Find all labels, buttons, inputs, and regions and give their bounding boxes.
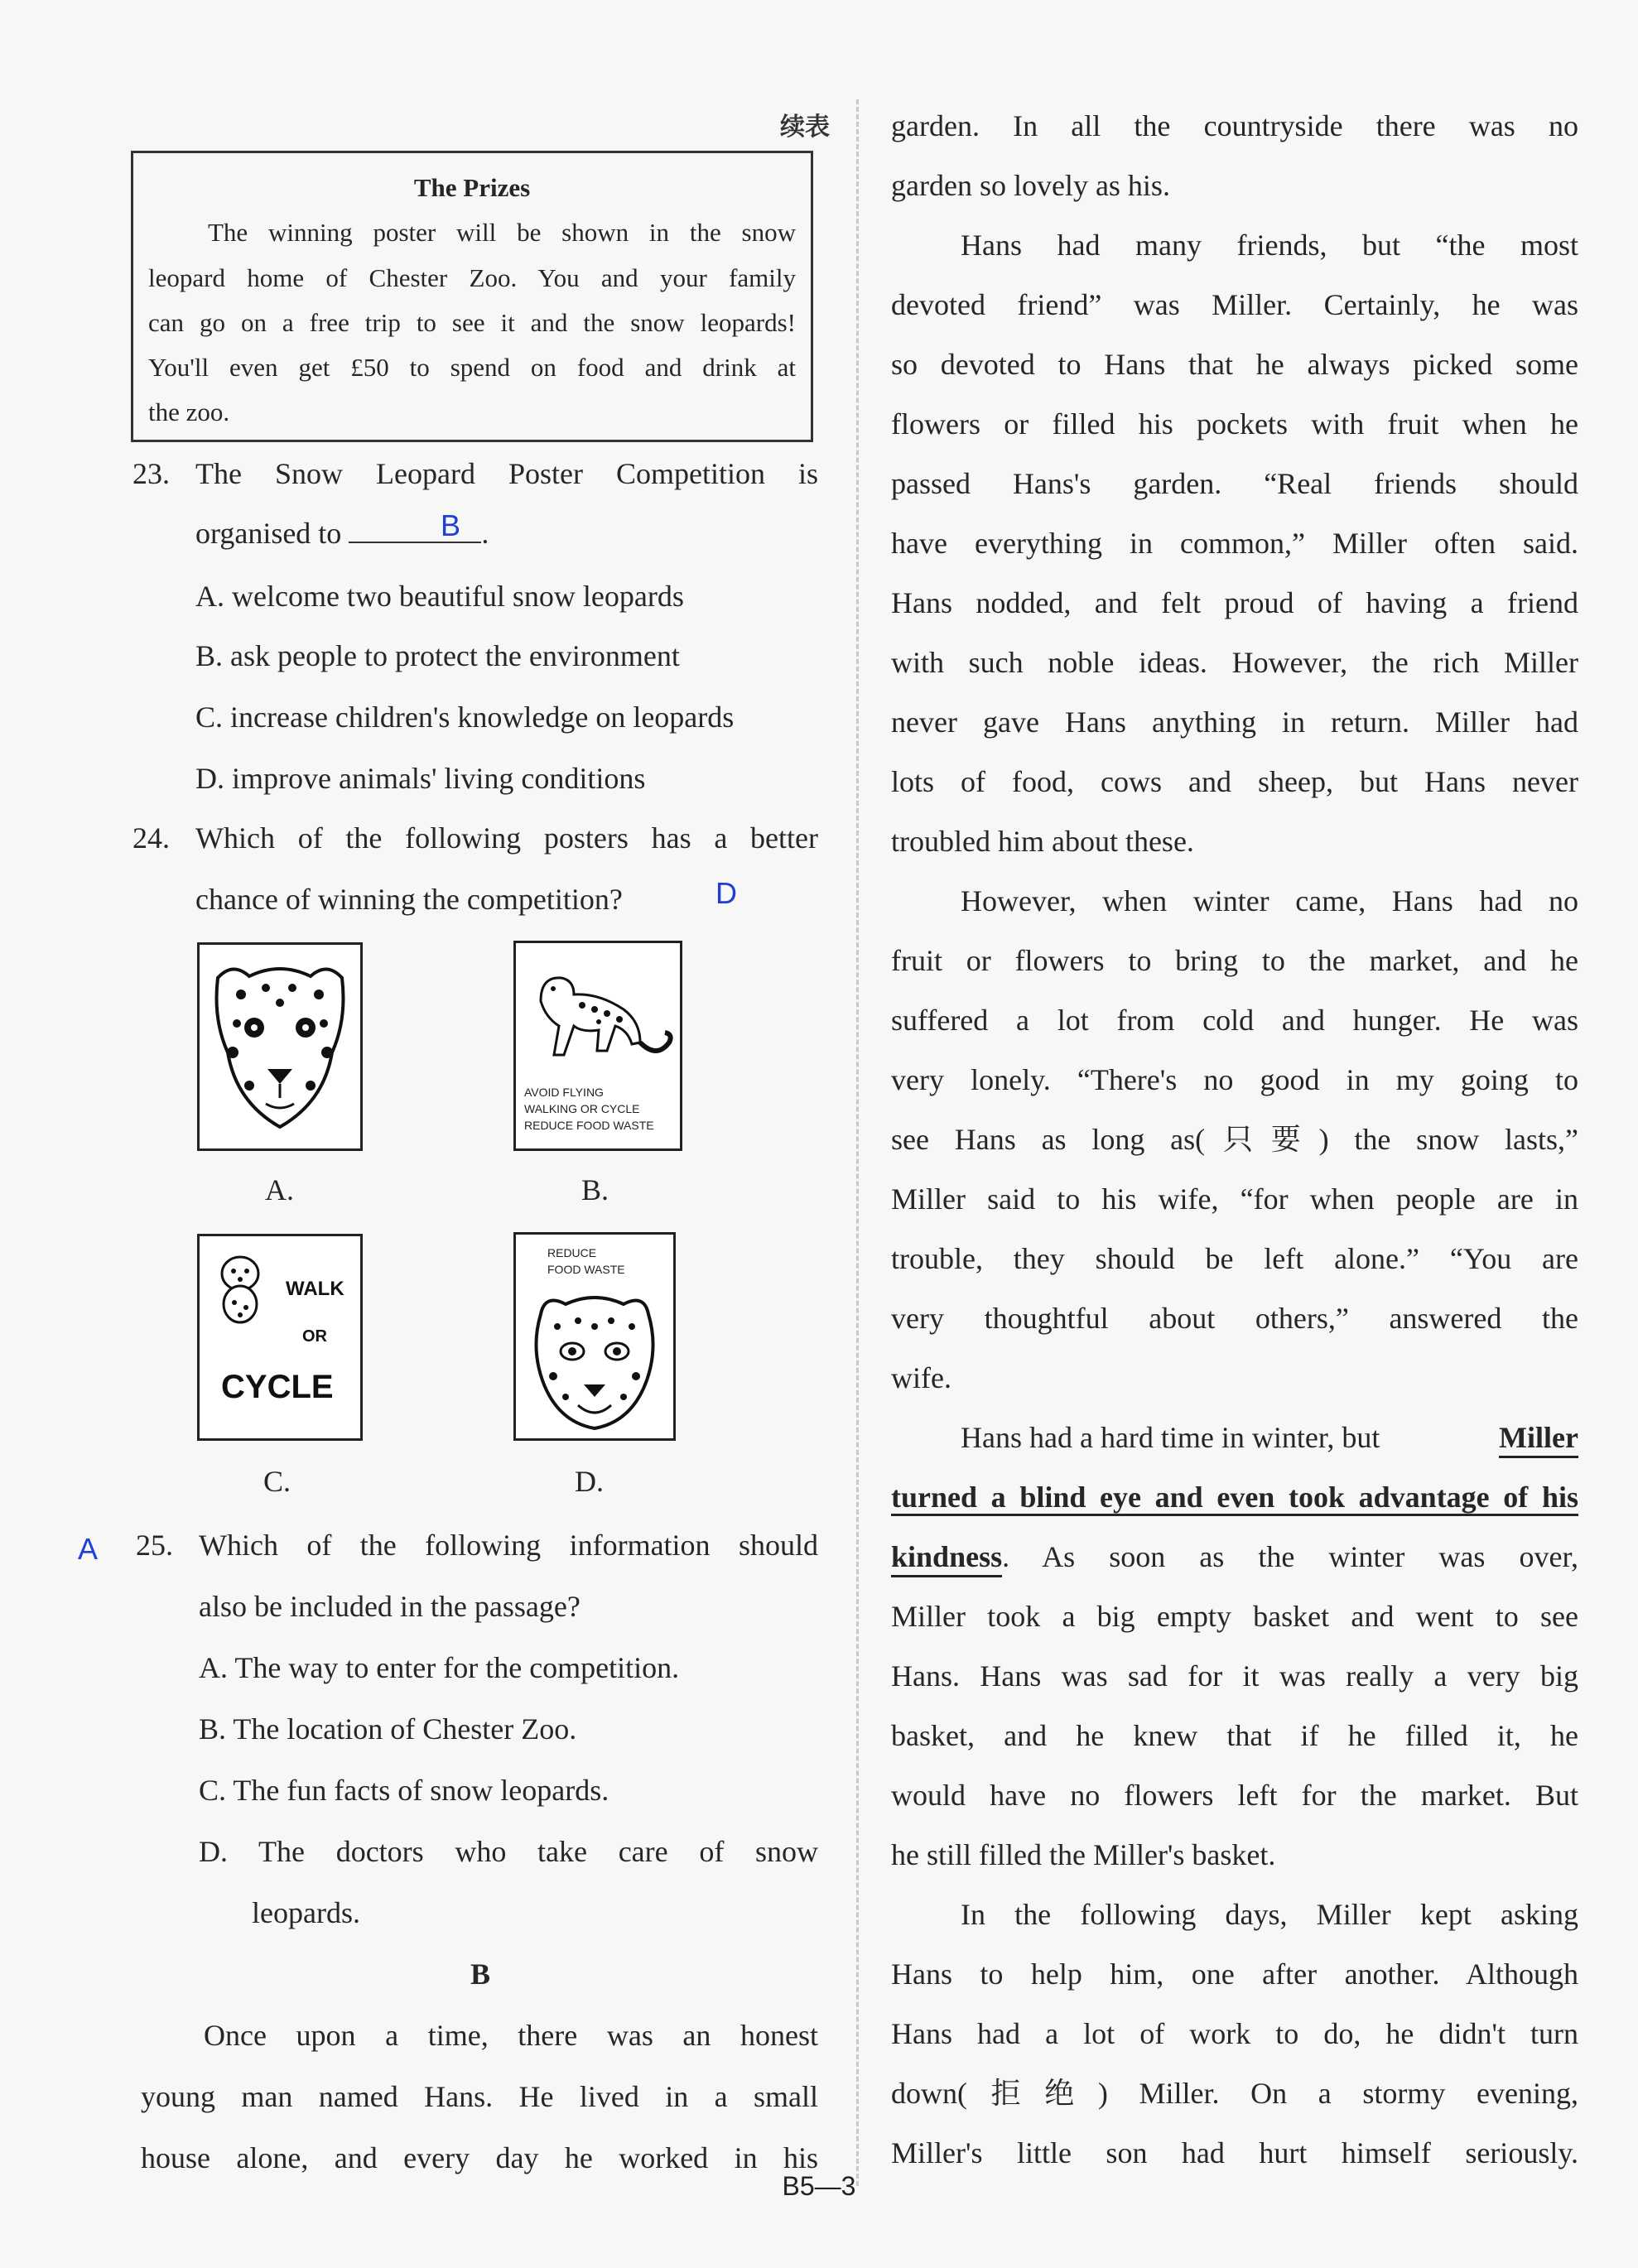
- q25-stem: Which of the following information should: [199, 1529, 818, 1562]
- passage-line: Hans had a lot of work to do, he didn't turn: [891, 2017, 1578, 2050]
- prizes-line: leopard home of Chester Zoo. You and your family: [148, 263, 796, 292]
- highlighted-phrase: turned a blind eye and even took advantage of his: [891, 1481, 1578, 1514]
- q25-number: 25.: [136, 1529, 173, 1562]
- q23-option-c: C. increase children's knowledge on leopards: [195, 701, 735, 734]
- q23-stem-before: organised to: [195, 517, 342, 550]
- poster-d-label: D.: [575, 1465, 604, 1498]
- poster-b-label: B.: [581, 1173, 609, 1206]
- passage-line: troubled him about these.: [891, 825, 1194, 858]
- passage-line: Miller's little son had hurt himself seriously.: [891, 2136, 1578, 2169]
- passage-line: Once upon a time, there was an honest: [204, 2019, 818, 2052]
- prizes-line: You'll even get £50 to spend on food and drink at: [148, 353, 796, 382]
- passage-line: with such noble ideas. However, the rich Miller: [891, 646, 1578, 679]
- poster-b-line: WALKING OR CYCLE: [524, 1102, 640, 1115]
- passage-line: fruit or flowers to bring to the market, and he: [891, 944, 1578, 977]
- q23-stem: The Snow Leopard Poster Competition is: [195, 457, 818, 490]
- poster-d-line: REDUCE: [547, 1246, 597, 1259]
- poster-b-line: REDUCE FOOD WASTE: [524, 1119, 654, 1132]
- passage-line: see Hans as long as(只要) the snow lasts,”: [891, 1123, 1578, 1156]
- passage-line: Hans to help him, one after another. Although: [891, 1957, 1578, 1991]
- passage-line: garden so lovely as his.: [891, 169, 1170, 202]
- highlight-tail: . As soon as the winter was over,: [1002, 1540, 1578, 1573]
- passage-line: Hans nodded, and felt proud of having a friend: [891, 586, 1578, 619]
- passage-line: young man named Hans. He lived in a small: [141, 2080, 818, 2113]
- page-number: B5—3: [782, 2171, 856, 2201]
- q24-answer: D: [715, 876, 737, 910]
- q25-option-a: A. The way to enter for the competition.: [199, 1651, 680, 1684]
- passage-line: lots of food, cows and sheep, but Hans never: [891, 765, 1578, 798]
- q25-stem-cont: also be included in the passage?: [199, 1590, 581, 1623]
- q23-stem-after: .: [481, 517, 489, 550]
- poster-c-walk: WALK: [286, 1278, 344, 1300]
- prizes-line: the zoo.: [148, 397, 230, 426]
- passage-line: In the following days, Miller kept asking: [961, 1898, 1578, 1931]
- continued-label: 续表: [780, 113, 830, 142]
- passage-line: passed Hans's garden. “Real friends should: [891, 467, 1578, 500]
- q23-option-b: B. ask people to protect the environment: [195, 639, 680, 672]
- poster-c-label: C.: [263, 1465, 291, 1498]
- q23-option-d: D. improve animals' living conditions: [195, 762, 646, 795]
- passage-line: devoted friend” was Miller. Certainly, he was: [891, 288, 1578, 321]
- q25-option-b: B. The location of Chester Zoo.: [199, 1712, 577, 1746]
- poster-a: [197, 942, 363, 1151]
- passage-line: so devoted to Hans that he always picked some: [891, 348, 1578, 381]
- highlight-line: [961, 1419, 1578, 1458]
- leopard-face-outline-icon: [516, 1281, 673, 1438]
- q24-stem-cont: chance of winning the competition?: [195, 883, 623, 916]
- highlight-line: [891, 1538, 1578, 1577]
- passage-line: flowers or filled his pockets with fruit when he: [891, 407, 1578, 441]
- passage-line: Hans. Hans was sad for it was really a very big: [891, 1659, 1578, 1693]
- column-divider: [856, 99, 859, 2186]
- passage-line: never gave Hans anything in return. Miller had: [891, 705, 1578, 739]
- q23-option-a: A. welcome two beautiful snow leopards: [195, 580, 684, 613]
- poster-c-or: OR: [302, 1327, 327, 1346]
- q25-option-d-cont: leopards.: [252, 1896, 360, 1929]
- passage-line: would have no flowers left for the market. But: [891, 1779, 1578, 1812]
- q23-blank: [349, 517, 481, 543]
- passage-line: Miller said to his wife, “for when people are in: [891, 1182, 1578, 1216]
- passage-line: trouble, they should be left alone.” “You are: [891, 1242, 1578, 1275]
- passage-line: very lonely. “There's no good in my going to: [891, 1063, 1578, 1096]
- passage-line: suffered a lot from cold and hunger. He was: [891, 1004, 1578, 1037]
- highlighted-phrase: Miller: [1499, 1419, 1578, 1458]
- passage-line: have everything in common,” Miller often said.: [891, 527, 1578, 560]
- passage-line: wife.: [891, 1361, 951, 1394]
- poster-b: [513, 941, 682, 1151]
- q23-number: 23.: [132, 457, 170, 490]
- prizes-box: [131, 151, 813, 442]
- poster-c-cycle: CYCLE: [221, 1369, 334, 1405]
- q25-option-d: D. The doctors who take care of snow: [199, 1835, 818, 1868]
- passage-line: Miller took a big empty basket and went to see: [891, 1600, 1578, 1633]
- leopard-body-icon: [516, 943, 680, 1076]
- highlighted-phrase: kindness: [891, 1538, 1002, 1577]
- passage-line: house alone, and every day he worked in his: [141, 2141, 818, 2174]
- q25-option-c: C. The fun facts of snow leopards.: [199, 1774, 609, 1807]
- passage-line: garden. In all the countryside there was no: [891, 109, 1578, 142]
- prizes-title: The Prizes: [413, 173, 531, 202]
- leopard-face-icon: [200, 945, 360, 1148]
- q25-margin-answer: A: [78, 1532, 99, 1566]
- poster-b-line: AVOID FLYING: [524, 1086, 604, 1099]
- poster-c: [197, 1234, 363, 1441]
- q24-stem: Which of the following posters has a better: [195, 821, 818, 855]
- leopard-cub-icon: [211, 1253, 269, 1327]
- prizes-line: The winning poster will be shown in the snow: [208, 218, 796, 247]
- q24-number: 24.: [132, 821, 170, 855]
- section-b-heading: B: [470, 1957, 491, 1991]
- passage-line: basket, and he knew that if he filled it, he: [891, 1719, 1578, 1752]
- highlight-lead: Hans had a hard time in winter, but: [961, 1421, 1380, 1454]
- passage-line: However, when winter came, Hans had no: [961, 884, 1578, 917]
- q23-answer: B: [441, 508, 461, 542]
- passage-line: Hans had many friends, but “the most: [961, 229, 1578, 262]
- poster-d: [513, 1232, 676, 1441]
- passage-line: he still filled the Miller's basket.: [891, 1838, 1276, 1871]
- passage-line: down(拒绝) Miller. On a stormy evening,: [891, 2077, 1578, 2110]
- poster-d-line: FOOD WASTE: [547, 1263, 625, 1276]
- passage-line: very thoughtful about others,” answered the: [891, 1302, 1578, 1335]
- poster-a-label: A.: [265, 1173, 294, 1206]
- prizes-line: can go on a free trip to see it and the snow leopards!: [148, 308, 796, 337]
